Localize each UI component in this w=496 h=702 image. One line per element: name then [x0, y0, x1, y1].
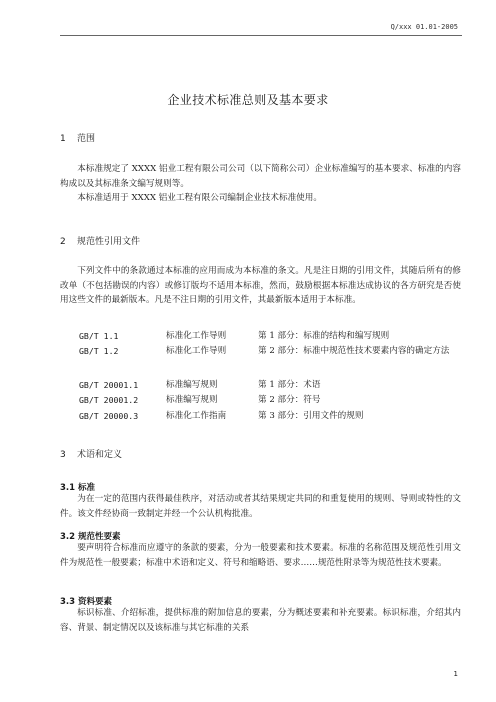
document-title: 企业技术标准总则及基本要求	[167, 93, 329, 107]
reference-part: 第 2 部分：标准中规范性技术要素内容的确定方法	[258, 346, 450, 356]
subsection-3-1-heading: 3.1 标准	[60, 483, 96, 493]
reference-part: 第 1 部分：术语	[258, 380, 321, 390]
reference-name: 标准编写规则	[166, 395, 218, 405]
section-1-paragraph-1: 本标准规定了 XXXX 铝业工程有限公司公司（以下简称公司）企业标准编写的基本要求、标准的内容构成以及其标准条文编写规则等。	[60, 164, 461, 189]
section-title: 术语和定义	[77, 450, 123, 460]
section-number: 2	[60, 237, 66, 247]
header-rule	[60, 35, 462, 36]
reference-name: 标准化工作导则	[166, 346, 227, 356]
reference-part: 第 2 部分：符号	[258, 395, 321, 405]
reference-name: 标准化工作导则	[166, 331, 227, 341]
reference-code: GB/T 1.2	[79, 346, 119, 356]
reference-code: GB/T 20000.3	[79, 411, 139, 421]
section-3-heading	[60, 447, 122, 460]
section-2-paragraph: 下列文件中的条款通过本标准的应用而成为本标准的条文。凡是注日期的引用文件，其随后所有的修改单（不包括勘误的内容）或修订版均不适用本标准，然而，鼓励根据本标准达成协议的各方研究是否使用这些文件的最新版本。凡是不注日期的引用文件，其最新版本适用于本标准。	[60, 266, 461, 306]
section-2-heading	[60, 234, 140, 247]
reference-code: GB/T 20001.2	[79, 395, 139, 405]
subsection-3-3-text: 标识标准、介绍标准，提供标准的附加信息的要素，分为概述要素和补充要素。标识标准，介绍其内容、背景、制定情况以及该标准与其它标准的关系	[60, 608, 461, 633]
reference-code: GB/T 20001.1	[79, 380, 139, 390]
page-number: 1	[453, 670, 458, 678]
subsection-3-2-text: 要声明符合标准而应遵守的条款的要素，分为一般要素和技术要素。标准的名称范围及规范性引用文件为规范性一般要素；标准中术语和定义、符号和缩略语、要求……规范性附录等为规范性技术要素。	[60, 543, 461, 568]
subsection-3-2-heading: 3.2 规范性要素	[60, 532, 121, 542]
reference-name: 标准编写规则	[166, 380, 218, 390]
section-title: 规范性引用文件	[77, 237, 141, 247]
section-number: 3	[60, 450, 66, 460]
reference-part: 第 1 部分：标准的结构和编写规则	[258, 331, 390, 341]
section-number: 1	[60, 134, 66, 144]
section-title: 范围	[77, 134, 96, 144]
section-1-heading	[60, 131, 95, 144]
reference-part: 第 3 部分：引用文件的规则	[258, 411, 364, 421]
standard-code: Q/xxx 01.01-2005	[390, 23, 458, 31]
reference-code: GB/T 1.1	[79, 331, 119, 341]
subsection-3-3-heading: 3.3 资料要素	[60, 597, 113, 607]
section-1-paragraph-2: 本标准适用于 XXXX 铝业工程有限公司编制企业技术标准使用。	[77, 193, 322, 203]
subsection-3-1-text: 为在一定的范围内获得最佳秩序，对活动或者其结果规定共同的和重复使用的规则、导则或特性的文件。该文件经协商一致制定并经一个公认机构批准。	[60, 494, 461, 519]
reference-name: 标准化工作指南	[166, 411, 227, 421]
